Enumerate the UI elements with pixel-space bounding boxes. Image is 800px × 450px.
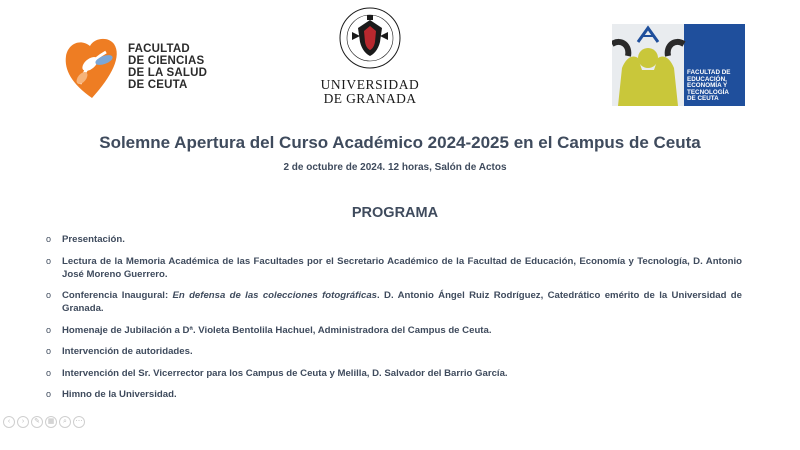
logo-right-line: ECONOMÍA Y xyxy=(687,82,728,90)
logo-right-line: FACULTAD DE xyxy=(687,69,731,76)
logo-ciencias-salud xyxy=(62,32,212,102)
bullet-icon: o xyxy=(46,346,52,356)
logo-left-text xyxy=(128,43,207,91)
logo-right-line: TECNOLOGÍA xyxy=(687,88,729,96)
logo-right-line: DE CEUTA xyxy=(687,95,719,103)
next-slide-icon[interactable]: › xyxy=(17,416,29,428)
program-item xyxy=(40,289,742,315)
logo-left-line: DE CEUTA xyxy=(128,79,188,91)
program-item-text: Intervención de autoridades. xyxy=(62,346,193,357)
university-seal-icon xyxy=(338,6,402,70)
slide-toolbar xyxy=(3,416,85,428)
logo-left-line: FACULTAD xyxy=(128,43,190,55)
program-item xyxy=(40,388,742,401)
logo-left-line: DE LA SALUD xyxy=(128,67,208,79)
program-item xyxy=(40,233,742,246)
slides-grid-icon[interactable]: ▦ xyxy=(45,416,57,428)
logo-center-line1: UNIVERSIDAD xyxy=(320,77,420,92)
program-item xyxy=(40,324,742,337)
bullet-icon: o xyxy=(46,389,52,399)
program-item-text: Himno de la Universidad. xyxy=(62,389,177,400)
program-item-text: Lectura de la Memoria Académica de las Facultades por el Secretario Académico de la Facultad de Educación, Economía y Tecnología, D. Antonio José Moreno Guerrero. xyxy=(62,255,742,280)
program-item-text: Intervención del Sr. Vicerrector para los Campus de Ceuta y Melilla, D. Salvador del Barrio García. xyxy=(62,367,508,379)
bullet-icon: o xyxy=(46,290,52,300)
program-item xyxy=(40,367,742,380)
program-item-prefix: Conferencia Inaugural: xyxy=(62,290,173,301)
pen-icon[interactable]: ✎ xyxy=(31,416,43,428)
program-list xyxy=(40,233,742,410)
prev-slide-icon[interactable]: ‹ xyxy=(3,416,15,428)
zoom-icon[interactable]: ⌕ xyxy=(59,416,71,428)
logo-right-text xyxy=(687,70,745,103)
logo-right-line: EDUCACIÓN, xyxy=(687,75,727,83)
logo-left-line: DE CIENCIAS xyxy=(128,55,205,67)
program-item-text: Homenaje de Jubilación a Dª. Violeta Bentolila Hachuel, Administradora del Campus de Ceuta. xyxy=(62,324,492,336)
conference-title: En defensa de las colecciones fotográficas xyxy=(172,290,378,301)
heart-leaf-logo-icon xyxy=(62,34,122,100)
program-item xyxy=(40,345,742,358)
bullet-icon: o xyxy=(46,324,52,335)
more-icon[interactable]: ⋯ xyxy=(73,416,85,428)
section-heading: PROGRAMA xyxy=(351,205,439,221)
bullet-icon: o xyxy=(46,367,52,378)
page-title: Solemne Apertura del Curso Académico 2024-2025 en el Campus de Ceuta xyxy=(99,133,701,152)
program-item-text: Presentación. xyxy=(62,234,125,245)
logo-educacion-economia xyxy=(612,24,745,106)
program-item-suffix: . D. Antonio Ángel Ruiz Rodríguez, Catedrático emérito de la Universidad de Granada. xyxy=(62,290,742,314)
bullet-icon: o xyxy=(46,255,52,266)
event-date: 2 de octubre de 2024. 12 horas, Salón de Actos xyxy=(283,162,507,173)
program-item xyxy=(40,255,742,281)
logo-center-line2: DE GRANADA xyxy=(323,91,417,106)
bullet-icon: o xyxy=(46,234,52,244)
logo-universidad-granada xyxy=(318,6,422,110)
